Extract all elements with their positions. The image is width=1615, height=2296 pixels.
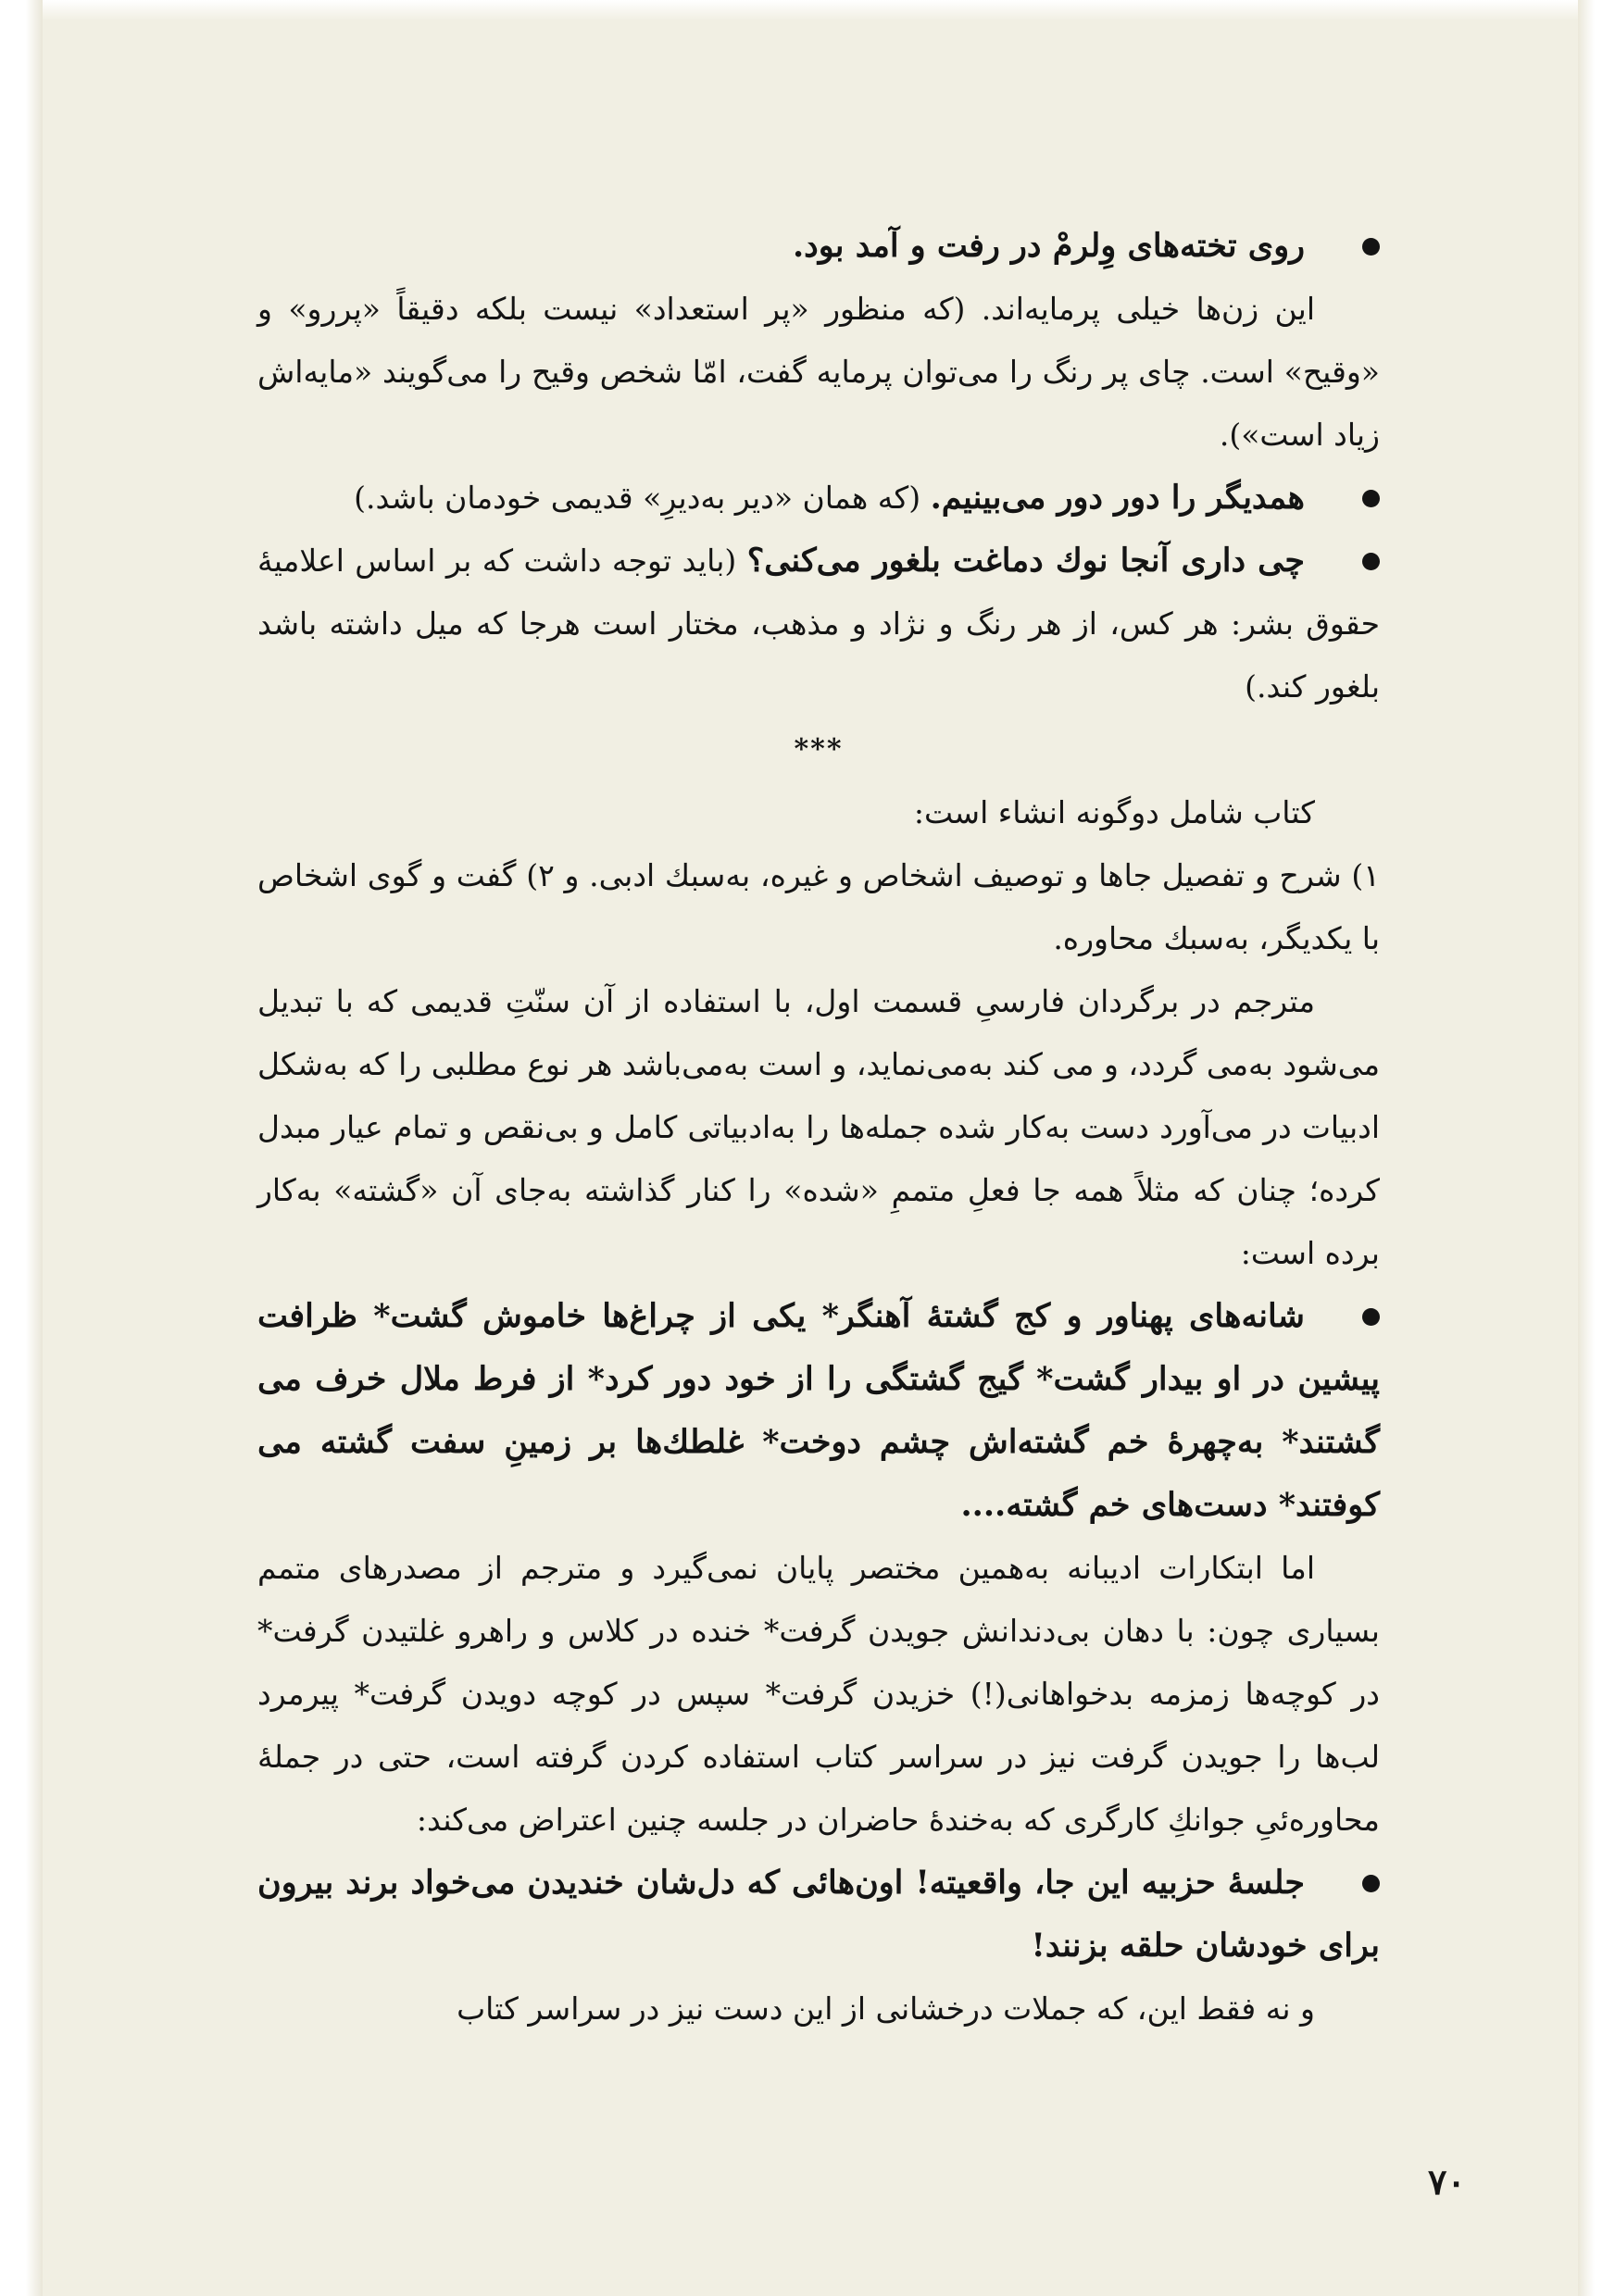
paragraph-bullet-1: [257, 215, 1380, 278]
paragraph-10: اما ابتکارات ادیبانه به‌همین مختصر پایان نمی‌گیرد و مترجم از مصدرهای متمم بسیاری چون: با دهان بی‌دندانش جویدن گرفت* خنده در کلاس و راهرو غلتیدن گرفت* در کوچه‌ها زمزمه بدخواهانی(!) خزیدن گرفت* سپس در کوچه دویدن گرفت* پیرمرد لب‌ها را جویدن گرفت نیز در سراسر کتاب استفاده کردن گرفته است، حتی در جملهٔ محاوره‌ئیِ جوانكِ کارگری که به‌خندهٔ حاضران در جلسه چنین اعتراض می‌کند:: [257, 1550, 1380, 1838]
section-separator: ***: [794, 733, 844, 766]
page-margin-left: [0, 0, 43, 2296]
bold-phrase: چی داری آنجا نوك دماغت بلغور می‌کنی؟: [746, 542, 1305, 580]
paragraph-6: کتاب شامل دوگونه انشاء است:: [913, 794, 1315, 830]
paragraph-12: و نه فقط این، که جملات درخشانی از این دست نیز در سراسر کتاب: [457, 1990, 1315, 2027]
paragraph-8: مترجم در برگردان فارسیِ قسمت اول، با استفاده از آن سنّتِ قدیمی که با تبدیل می‌شود به‌می گردد، و می کند به‌می‌نماید، و است به‌می‌باشد هر نوع مطلبی را که به‌شکل ادبیات در می‌آورد دست به‌کار شده جمله‌ها را به‌ادبیاتی کامل و بی‌نقص و تمام عیار مبدل کرده؛ چنان که مثلاً همه جا فعلِ متممِ «شده» را کنار گذاشته به‌جای آن «گشته» به‌کار برده است:: [257, 983, 1380, 1271]
bullet-icon: [1362, 553, 1380, 570]
bullet-icon: [1362, 1308, 1380, 1326]
paragraph-bullet-9: [257, 1285, 1380, 1537]
paragraph-2: این زن‌ها خیلی پرمایه‌اند. (که منظور «پر استعداد» نیست بلکه دقیقاً «پررو» و «وقیح» است. چای پر رنگ را می‌توان پرمایه گفت، امّا شخص وقیح را می‌گویند «مایه‌اش زیاد است»).: [257, 291, 1380, 453]
page-number: ۷۰: [1428, 2161, 1466, 2202]
paragraph-bullet-11: [257, 1852, 1380, 1978]
paragraph-7: ۱) شرح و تفصیل جاها و توصیف اشخاص و غیره، به‌سبك ادبی. و ۲) گفت و گوی اشخاص با یکدیگر، به‌سبك محاوره.: [257, 857, 1380, 956]
bullet-icon: [1362, 1875, 1380, 1892]
bold-phrase: روی تخته‌های وِلرمْ در رفت و آمد بود.: [792, 227, 1305, 265]
paragraph-bullet-4: [257, 530, 1380, 718]
bullet-icon: [1362, 490, 1380, 507]
explanation-text: (باید توجه داشت که بر اساس اعلامیهٔ حقوق بشر: هر کس، از هر رنگ و نژاد و مذهب، مختار است هرجا که میل داشته باشد بلغور کند.): [257, 543, 1380, 705]
bold-phrase: جلسهٔ حزبیه این جا، واقعیته! اون‌هائی که دل‌شان خندیدن می‌خواد برند بیرون برای خودشان حلقه بزنند!: [257, 1864, 1380, 1965]
paragraph-bullet-3: [257, 467, 1380, 530]
page-top-edge: [0, 0, 1615, 20]
page-margin-right: [1578, 0, 1615, 2296]
bold-phrase: همدیگر را دور دور می‌بینیم.: [930, 479, 1305, 517]
bullet-icon: [1362, 238, 1380, 256]
bold-phrase: شانه‌های پهناور و کج گشتهٔ آهنگر* یکی از چراغ‌ها خاموش گشت* ظرافت پیشین در او بیدار گشت* گیج گشتگی را از خود دور کرد* از فرط ملال خرف می گشتند* به‌چهرهٔ خم گشته‌اش چشم دوخت* غلطك‌ها بر زمینِ سفت گشته می کوفتند* دست‌های خم گشته....: [257, 1297, 1380, 1524]
explanation-text: (که همان «دیر به‌دیرِ» قدیمی خودمان باشد.): [354, 480, 931, 516]
body-text: [257, 215, 1380, 2040]
